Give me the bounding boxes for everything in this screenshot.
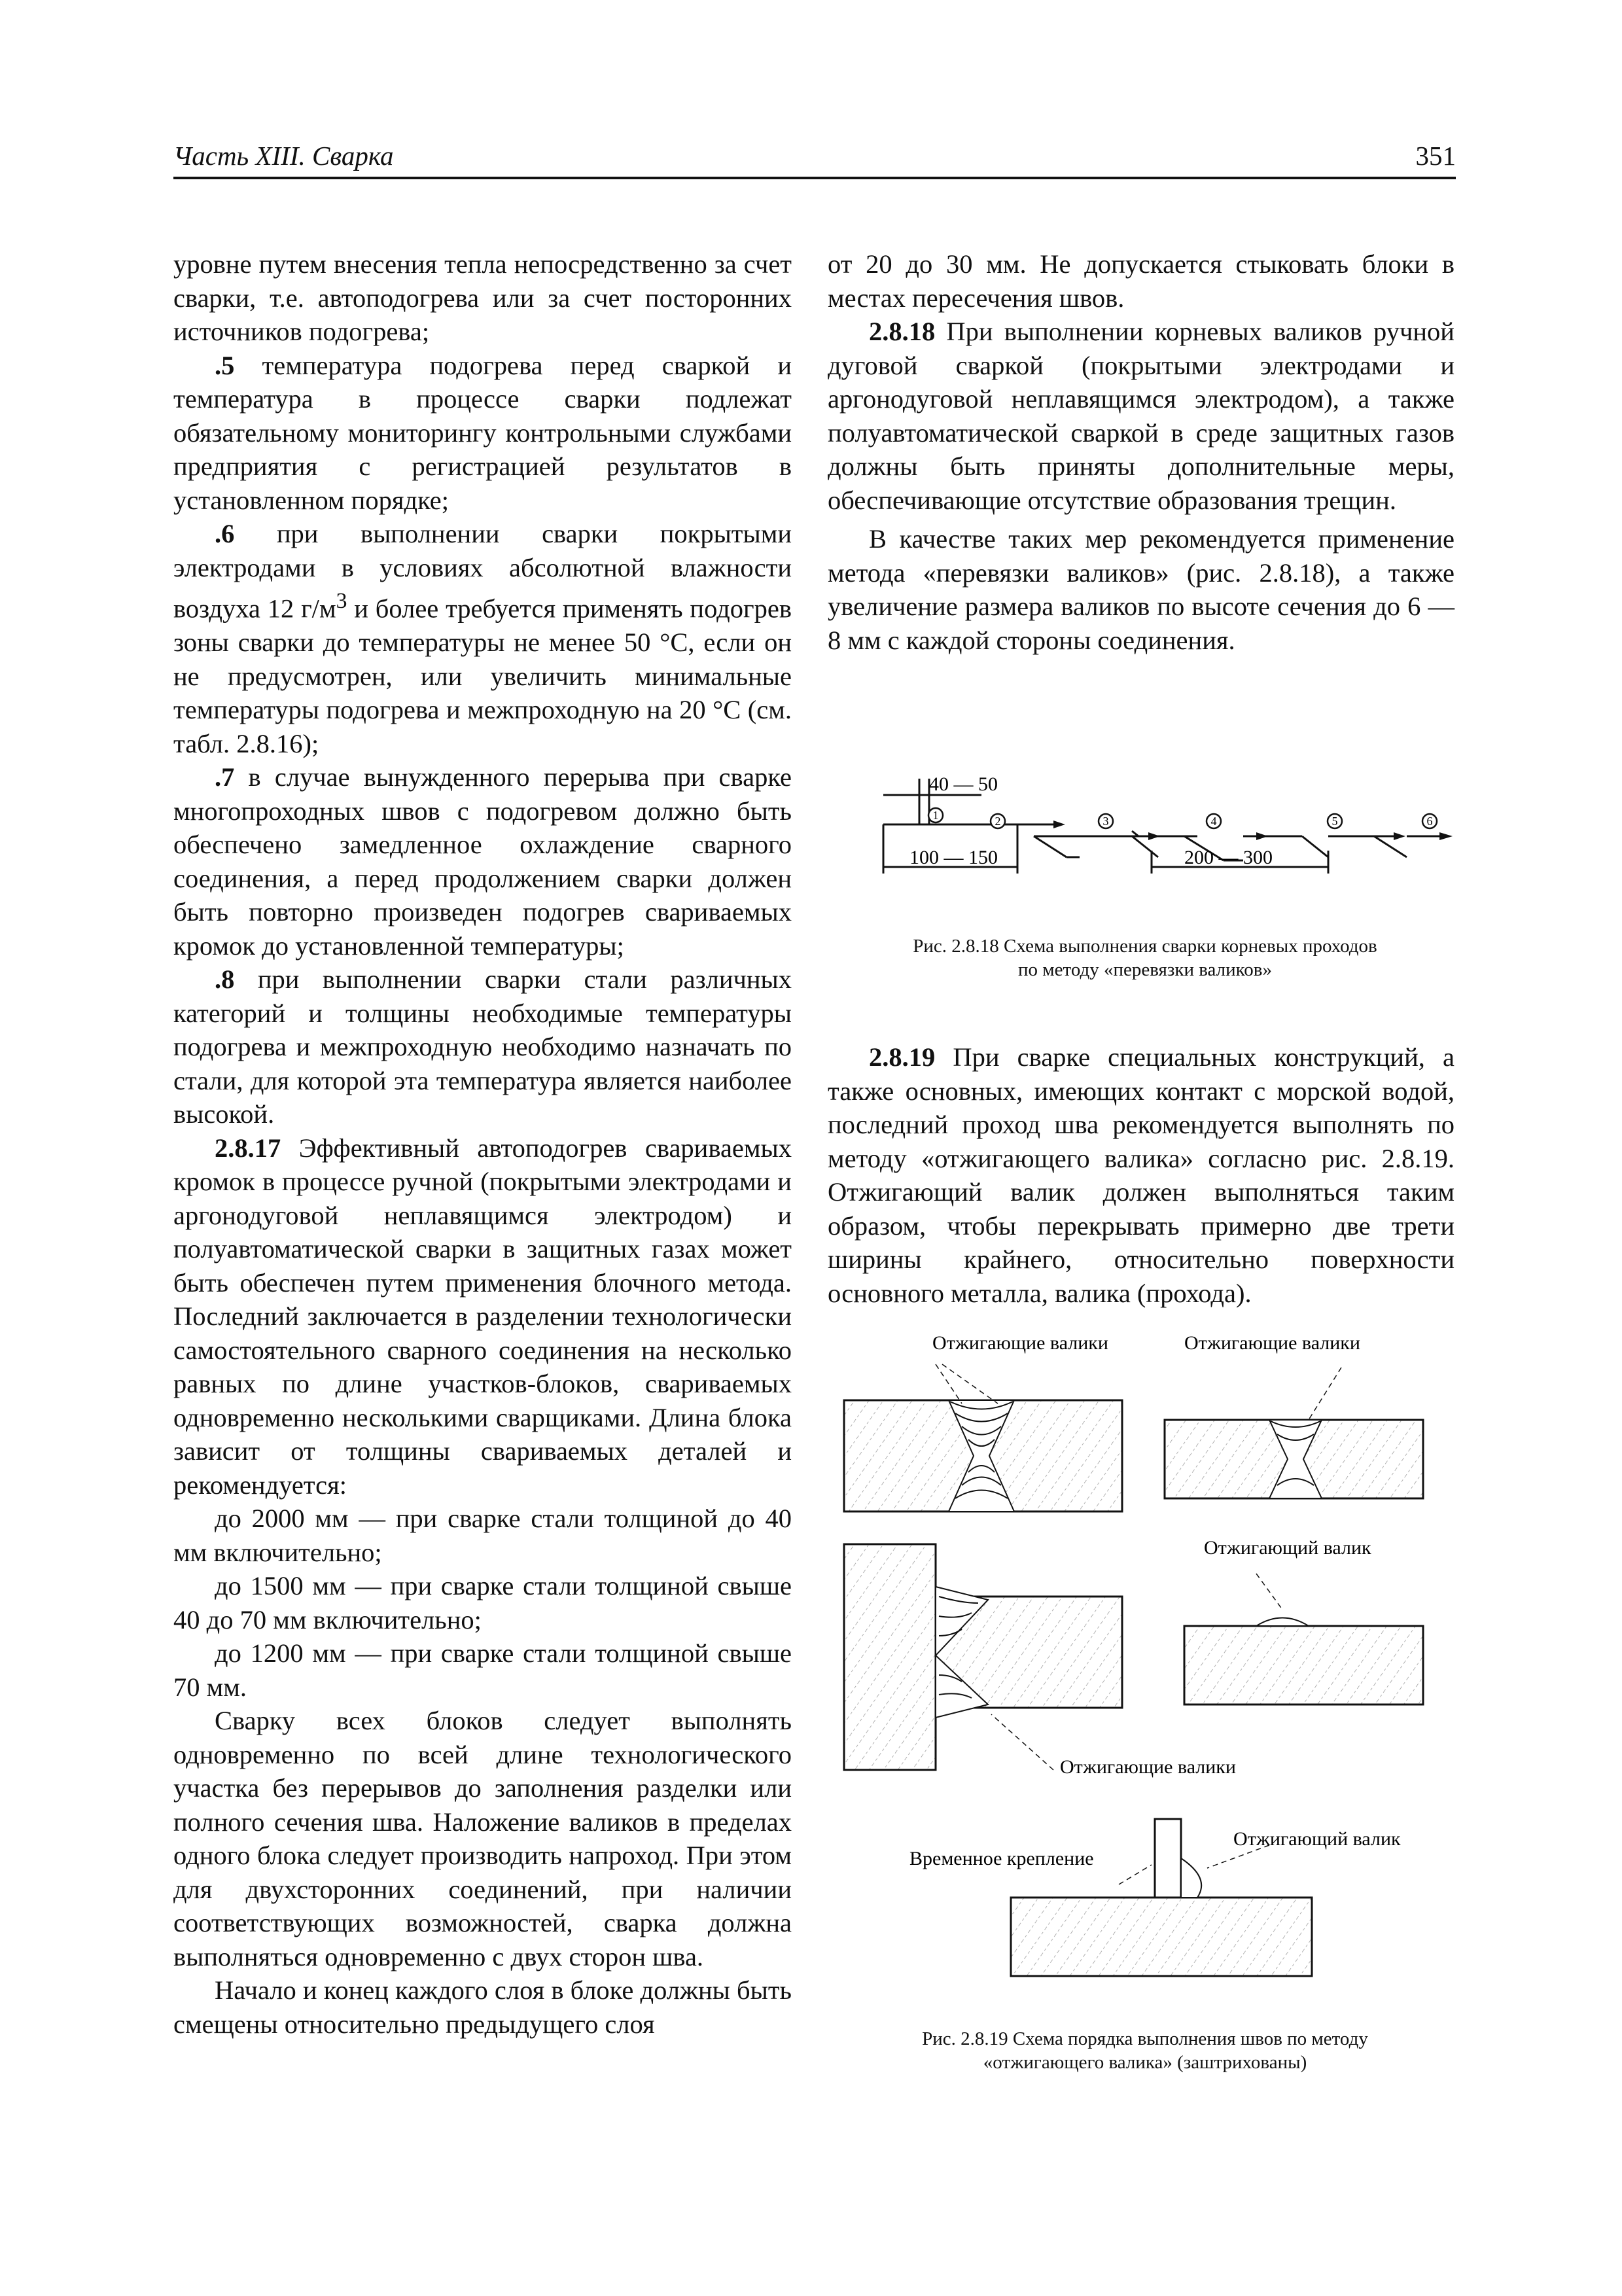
paragraph-text: Эффективный автоподогрев свариваемых кромок в процессе ручной (покрытыми электродами и аргонодуговой неплавящимся электродом) и полуавтоматической сварки в защитных газах может быть обеспечен путем применения блочного метода. Последний заключается в разделении технологически самостоятельного сварного соединения на несколько равных по длине участков-блоков, свариваемых одновременно несколькими сварщиками. Длина блока зависит от толщины свариваемых деталей и рекомендуется: [173, 1133, 792, 1500]
paragraph: до 1500 мм — при сварке стали толщиной свыше 40 до 70 мм включительно; [173, 1571, 792, 1634]
paragraph: В качестве таких мер рекомендуется применение метода «перевязки валиков» (рис. 2.8.18), а также увеличение размера валиков по высоте сечения до 6 — 8 мм с каждой стороны соединения. [828, 524, 1455, 655]
running-title: Часть XIII. Сварка [173, 141, 394, 171]
paragraph-text: в случае вынужденного перерыва при сварке многопроходных швов с подогревом должно быть обеспечено замедленное охлаждение сварного соединения, а перед продолжением сварки должен быть повторно произведен подогрев свариваемых кромок до установленной температуры; [173, 762, 792, 961]
paragraph [173, 517, 792, 760]
figure-2-8-19 [837, 1322, 1459, 2028]
label-annealing-beads: Отжигающие валики [1060, 1756, 1236, 1778]
marker: 4 [1210, 815, 1217, 828]
paragraph-text: При выполнении корневых валиков ручной дуговой сваркой (покрытыми электродами и аргонодуговой неплавящимся электродом), а также полуавтоматической сваркой в среде защитных газов должны быть приняты дополнительные меры, обеспечивающие отсутствие образования трещин. [828, 317, 1455, 515]
caption-line: Рис. 2.8.19 Схема порядка выполнения швов по методу [922, 2028, 1368, 2049]
page-header [173, 136, 1456, 179]
marker: 3 [1102, 815, 1109, 828]
paragraph [828, 315, 1455, 517]
marker: 2 [995, 815, 1001, 828]
caption-line: по методу «перевязки валиков» [1018, 959, 1272, 980]
label-annealing-beads: Отжигающие валики [932, 1332, 1108, 1354]
figure-caption [831, 934, 1459, 981]
label-temporary-fastening: Временное крепление [909, 1848, 1094, 1869]
item-number: .8 [215, 964, 235, 994]
marker: 6 [1426, 815, 1433, 828]
paragraph: Сварку всех блоков следует выполнять одновременно по всей длине технологического участка без перерывов до заполнения разделки или полного сечения шва. Наложение валиков в пределах одного блока следует производить напроход. При этом для двухсторонних соединений, при наличии соответствующих возможностей, сварка должна выполняться одновременно с двух сторон шва. [173, 1706, 792, 1971]
right-column-lower [828, 1040, 1455, 1310]
marker: 1 [932, 809, 939, 822]
paragraph: до 1200 мм — при сварке стали толщиной свыше 70 мм. [173, 1638, 792, 1702]
paragraph-text: при выполнении сварки покрытыми электродами в условиях абсолютной влажности воздуха 12 г/м [173, 519, 792, 624]
caption-line: Рис. 2.8.18 Схема выполнения сварки корневых проходов [913, 936, 1377, 957]
figure-caption [831, 2027, 1459, 2074]
paragraph-text: и более требуется применять подогрев зоны сварки до температуры не менее 50 °С, если он не предусмотрен, или увеличить минимальные температуры подогрева и межпроходную на 20 °С (см. табл. 2.8.16); [173, 593, 792, 758]
section-number: 2.8.19 [869, 1042, 936, 1072]
item-number: .5 [215, 350, 235, 380]
section-number: 2.8.17 [215, 1133, 281, 1163]
paragraph [828, 1040, 1455, 1310]
item-number: .7 [215, 762, 235, 792]
paragraph: от 20 до 30 мм. Не допускается стыковать блоки в местах пересечения швов. [828, 249, 1455, 313]
section-number: 2.8.18 [869, 317, 936, 346]
item-number: .6 [215, 519, 235, 548]
figure-2-8-18 [857, 752, 1466, 896]
caption-line: «отжигающего валика» (заштрихованы) [983, 2052, 1307, 2073]
paragraph-text: температура подогрева перед сваркой и температура в процессе сварки подлежат обязательному мониторингу контрольными службами предприятия с регистрацией результатов в установленном порядке; [173, 350, 792, 515]
right-column [828, 247, 1455, 657]
paragraph [173, 349, 792, 518]
label-annealing-beads: Отжигающие валики [1184, 1332, 1360, 1354]
paragraph-text: При сварке специальных конструкций, а также основных, имеющих контакт с морской водой, последний проход шва рекомендуется выполнять по методу «отжигающего валика» согласно рис. 2.8.19. Отжигающий валик должен выполняться таким образом, чтобы перекрывать примерно две трети ширины крайнего, относительно поверхности основного металла, валика (прохода). [828, 1042, 1455, 1308]
label-annealing-bead: Отжигающий валик [1233, 1828, 1401, 1850]
dimension-label: 200 — 300 [1184, 847, 1273, 868]
paragraph: до 2000 мм — при сварке стали толщиной до 40 мм включительно; [173, 1504, 792, 1567]
dimension-label: 40 — 50 [929, 773, 998, 795]
label-annealing-bead: Отжигающий валик [1204, 1537, 1371, 1559]
dimension-label: 100 — 150 [909, 847, 998, 868]
paragraph [173, 1131, 792, 1502]
left-column [173, 247, 792, 2041]
paragraph-text: при выполнении сварки стали различных категорий и толщины необходимые температуры подогрева и межпроходную необходимо назначать по стали, для которой эта температура является наиболее высокой. [173, 964, 792, 1129]
superscript: 3 [336, 589, 347, 613]
paragraph [173, 963, 792, 1131]
paragraph: уровне путем внесения тепла непосредственно за счет сварки, т.е. автоподогрева или за счет посторонних источников подогрева; [173, 249, 792, 346]
marker: 5 [1331, 815, 1338, 828]
paragraph [173, 760, 792, 963]
paragraph: Начало и конец каждого слоя в блоке должны быть смещены относительно предыдущего слоя [173, 1975, 792, 2039]
page-number: 351 [1415, 141, 1456, 171]
